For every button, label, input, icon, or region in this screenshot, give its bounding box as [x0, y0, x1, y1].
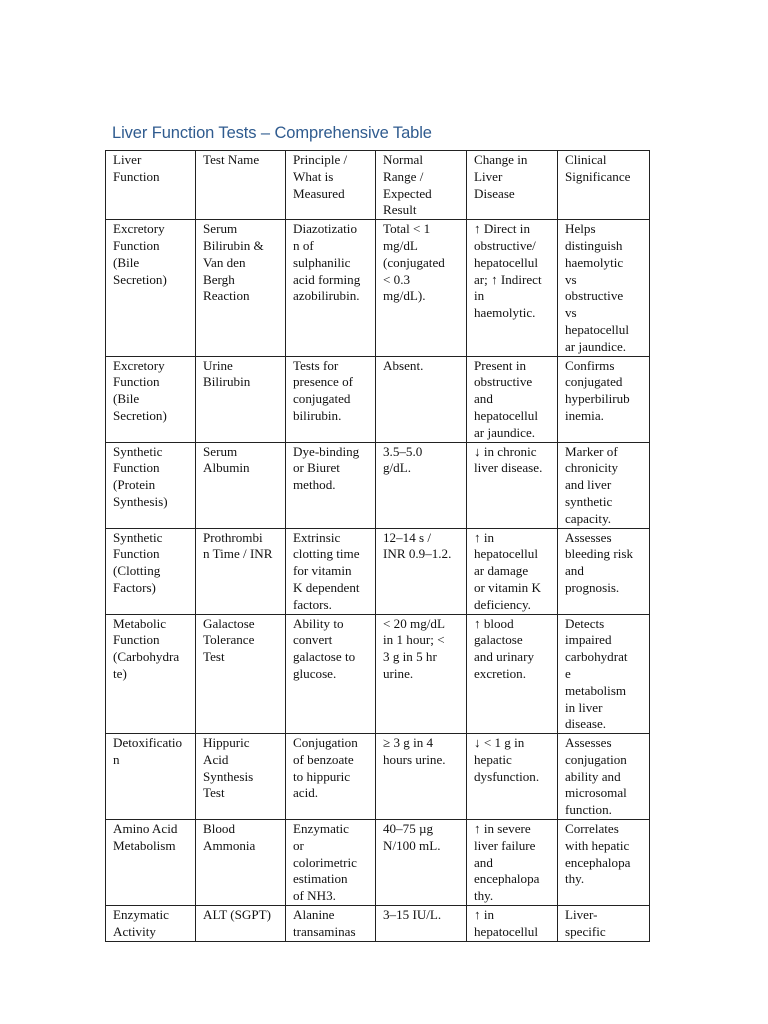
table-cell: [286, 356, 376, 442]
table-cell: [467, 820, 558, 906]
table-row: [106, 356, 650, 442]
cell-text: Enzymatic Activity: [113, 907, 169, 939]
cell-text: Absent.: [383, 357, 424, 373]
table-cell: [286, 220, 376, 356]
cell-text: Correlates with hepatic encephalopa thy.: [565, 821, 631, 887]
table-cell: [286, 820, 376, 906]
cell-text: ↑ Direct in obstructive/ hepatocellul ar; ↑ Indirect in haemolytic.: [474, 221, 542, 321]
cell-text: Assesses bleeding risk and prognosis.: [565, 529, 634, 595]
table-cell: [286, 734, 376, 820]
table-cell: [558, 734, 650, 820]
table-cell: [376, 906, 467, 942]
table-cell: [467, 906, 558, 942]
cell-text: Hippuric Acid Synthesis Test: [203, 735, 254, 801]
cell-text: ≥ 3 g in 4 hours urine.: [383, 735, 446, 767]
header-cell: Test Name: [196, 151, 286, 220]
cell-text: Enzymatic or colorimetric estimation of NH3.: [293, 821, 357, 904]
table-cell: [376, 614, 467, 734]
table-cell: [196, 442, 286, 528]
cell-text: Diazotizatio n of sulphanilic acid forming azobilirubin.: [293, 221, 361, 304]
table-cell: [106, 820, 196, 906]
table-row: [106, 528, 650, 614]
cell-text: Confirms conjugated hyperbilirub inemia.: [565, 357, 630, 423]
table-cell: [376, 734, 467, 820]
cell-text: Helps distinguish haemolytic vs obstructive vs hepatocellul ar jaundice.: [565, 221, 629, 354]
table-cell: [286, 906, 376, 942]
cell-text: Amino Acid Metabolism: [113, 821, 178, 853]
table-row: [106, 820, 650, 906]
table-cell: [196, 614, 286, 734]
cell-text: Serum Albumin: [203, 443, 250, 476]
header-cell: Normal Range / Expected Result: [376, 151, 467, 220]
cell-text: Detoxificatio n: [113, 735, 183, 767]
cell-text: 12–14 s / INR 0.9–1.2.: [383, 529, 452, 562]
cell-text: Urine Bilirubin: [203, 357, 251, 390]
table-cell: [376, 356, 467, 442]
liver-function-table: [105, 150, 650, 942]
document-title: Liver Function Tests – Comprehensive Table: [112, 124, 432, 142]
cell-text: ↓ in chronic liver disease.: [474, 443, 543, 476]
table-cell: [196, 734, 286, 820]
cell-text: < 20 mg/dL in 1 hour; < 3 g in 5 hr urine.: [383, 615, 445, 681]
table-cell: [286, 442, 376, 528]
table-cell: [558, 220, 650, 356]
table-cell: [106, 442, 196, 528]
cell-text: ALT (SGPT): [203, 907, 272, 923]
table-cell: [196, 220, 286, 356]
table-row: [106, 906, 650, 942]
table-cell: [467, 356, 558, 442]
cell-text: Ability to convert galactose to glucose.: [293, 615, 356, 681]
cell-text: ↑ in severe liver failure and encephalopa thy.: [474, 821, 540, 904]
table-cell: [106, 906, 196, 942]
table-cell: [376, 220, 467, 356]
table-cell: [467, 442, 558, 528]
table-cell: [467, 734, 558, 820]
header-cell: Clinical Significance: [558, 151, 650, 220]
cell-text: Blood Ammonia: [203, 821, 256, 853]
table-cell: [467, 528, 558, 614]
cell-text: Dye-binding or Biuret method.: [293, 443, 360, 493]
cell-text: 3.5–5.0 g/dL.: [383, 443, 423, 476]
table-cell: [376, 442, 467, 528]
cell-text: Total < 1 mg/dL (conjugated < 0.3 mg/dL).: [383, 221, 445, 304]
cell-text: Excretory Function (Bile Secretion): [113, 221, 167, 287]
cell-text: Marker of chronicity and liver synthetic capacity.: [565, 443, 619, 526]
cell-text: ↓ < 1 g in hepatic dysfunction.: [474, 735, 540, 784]
cell-text: ↑ blood galactose and urinary excretion.: [474, 615, 534, 681]
cell-text: Prothrombi n Time / INR: [203, 529, 273, 562]
cell-text: Galactose Tolerance Test: [203, 615, 255, 665]
cell-text: Liver- specific: [565, 907, 606, 939]
cell-text: Present in obstructive and hepatocellul ar jaundice.: [474, 357, 538, 440]
cell-text: 3–15 IU/L.: [383, 907, 442, 923]
cell-text: Metabolic Function (Carbohydra te): [113, 615, 180, 681]
table-cell: [196, 528, 286, 614]
table-row: [106, 734, 650, 820]
cell-text: Serum Bilirubin & Van den Bergh Reaction: [203, 221, 264, 304]
table-cell: [106, 734, 196, 820]
table-cell: [467, 614, 558, 734]
cell-text: ↑ in hepatocellul ar damage or vitamin K deficiency.: [474, 529, 541, 612]
cell-text: Excretory Function (Bile Secretion): [113, 357, 167, 423]
table-cell: [558, 356, 650, 442]
header-cell: Liver Function: [106, 151, 196, 220]
table-cell: [558, 442, 650, 528]
cell-text: Tests for presence of conjugated bilirubin.: [293, 357, 353, 423]
cell-text: Synthetic Function (Clotting Factors): [113, 529, 163, 595]
table-cell: [106, 220, 196, 356]
table-row: [106, 442, 650, 528]
table-cell: [558, 528, 650, 614]
table-header-row: [106, 151, 650, 220]
table-row: [106, 614, 650, 734]
cell-text: ↑ in hepatocellul: [474, 907, 538, 939]
table-cell: [196, 356, 286, 442]
cell-text: 40–75 µg N/100 mL.: [383, 821, 441, 853]
table-cell: [106, 356, 196, 442]
table-cell: [467, 220, 558, 356]
header-cell: Principle / What is Measured: [286, 151, 376, 220]
cell-text: Detects impaired carbohydrat e metabolism in liver disease.: [565, 615, 628, 732]
cell-text: Alanine transaminas: [293, 907, 356, 939]
cell-text: Synthetic Function (Protein Synthesis): [113, 443, 168, 509]
table-cell: [106, 614, 196, 734]
cell-text: Assesses conjugation ability and microsomal function.: [565, 735, 627, 818]
header-cell: Change in Liver Disease: [467, 151, 558, 220]
table-cell: [106, 528, 196, 614]
cell-text: Conjugation of benzoate to hippuric acid.: [293, 735, 358, 801]
table-cell: [558, 820, 650, 906]
table-cell: [558, 906, 650, 942]
table-cell: [196, 906, 286, 942]
table-cell: [286, 528, 376, 614]
table-cell: [376, 820, 467, 906]
table-row: [106, 220, 650, 356]
table-cell: [196, 820, 286, 906]
table-cell: [558, 614, 650, 734]
cell-text: Extrinsic clotting time for vitamin K dependent factors.: [293, 529, 360, 612]
table-cell: [286, 614, 376, 734]
table-cell: [376, 528, 467, 614]
